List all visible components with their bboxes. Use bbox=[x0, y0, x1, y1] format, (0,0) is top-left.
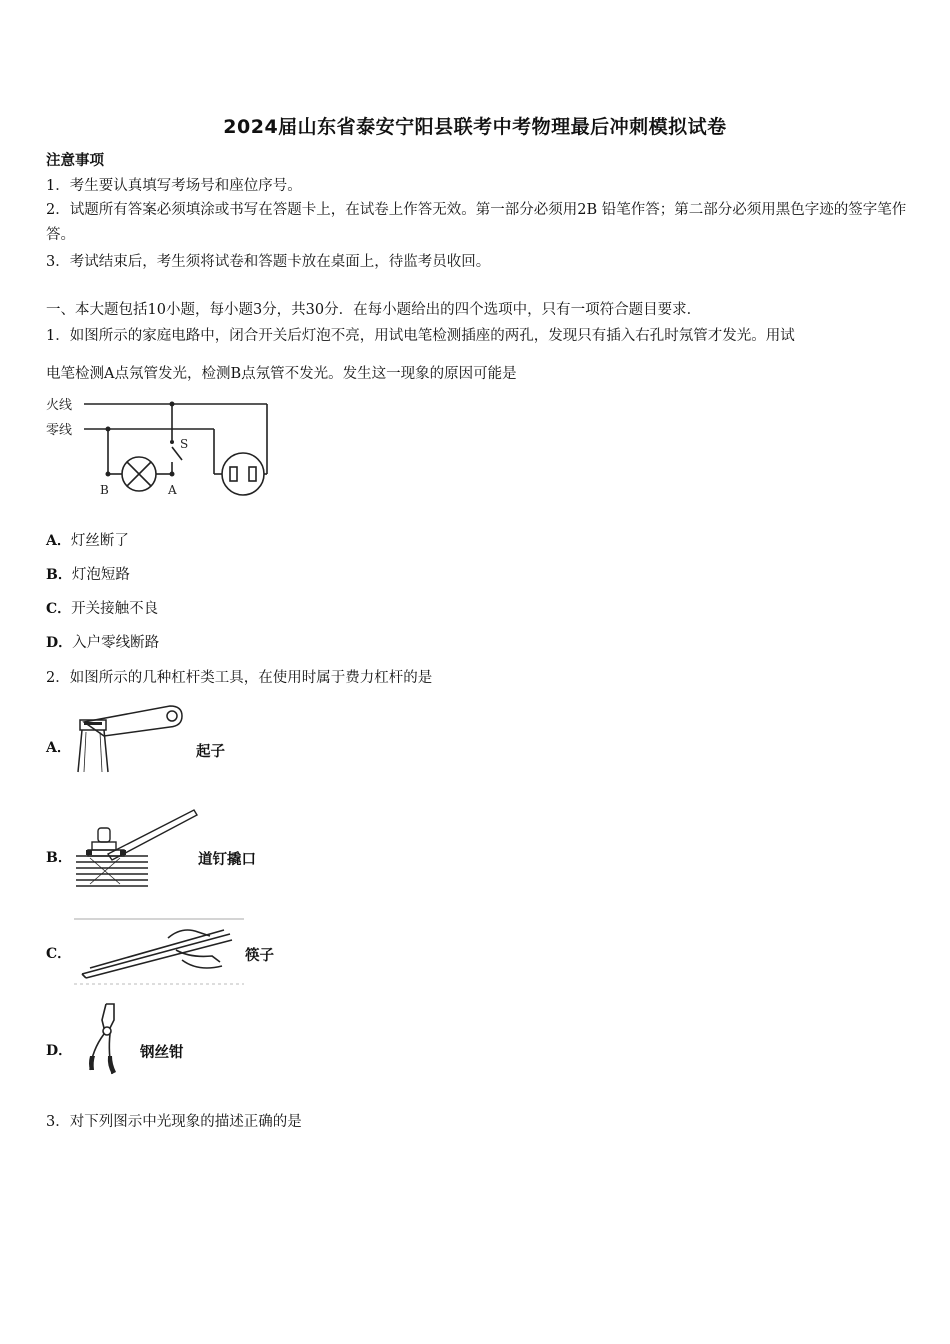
q1-option-a bbox=[46, 531, 129, 551]
q2-option-d-caption: 钢丝钳 bbox=[140, 1044, 184, 1061]
q1-option-a-text: 灯丝断了 bbox=[70, 533, 129, 549]
neutral-wire-label: 零线 bbox=[46, 423, 73, 438]
q1-option-a-letter: A． bbox=[46, 533, 71, 549]
q3-stem: 3．对下列图示中光现象的描述正确的是 bbox=[46, 1114, 302, 1130]
q2-option-c-caption: 筷子 bbox=[245, 947, 274, 964]
q2-option-c-letter: C． bbox=[46, 946, 72, 962]
q1-stem-line1: 1．如图所示的家庭电路中，闭合开关后灯泡不亮，用试电笔检测插座的两孔，发现只有插入右孔时氖管才发光。用试 bbox=[46, 328, 795, 344]
notice-item-1: 1．考生要认真填写考场号和座位序号。 bbox=[46, 178, 302, 194]
q1-option-c bbox=[46, 599, 158, 619]
q2-option-b-letter: B． bbox=[46, 850, 72, 866]
notice-heading: 注意事项 bbox=[46, 152, 104, 169]
lamp-icon bbox=[122, 457, 156, 491]
q1-option-d-text: 入户零线断路 bbox=[72, 635, 160, 651]
point-a-label: A bbox=[168, 483, 177, 497]
q2-option-b-caption: 道钉撬口 bbox=[198, 851, 256, 868]
section-heading: 一、本大题包括10小题，每小题3分，共30分．在每小题给出的四个选项中，只有一项符合题目要求． bbox=[46, 302, 702, 318]
q1-option-b bbox=[46, 565, 130, 585]
point-b-label: B bbox=[100, 483, 109, 497]
q1-stem-line2: 电笔检测A点氖管发光，检测B点氖管不发光。发生这一现象的原因可能是 bbox=[46, 366, 517, 382]
q1-option-b-letter: B． bbox=[46, 567, 72, 583]
q2-option-d-letter: D． bbox=[46, 1043, 73, 1059]
q1-circuit-diagram bbox=[44, 392, 284, 507]
q1-option-c-letter: C． bbox=[46, 601, 72, 617]
pliers-icon bbox=[84, 1000, 124, 1078]
notice-item-3: 3．考试结束后，考生须将试卷和答题卡放在桌面上，待监考员收回。 bbox=[46, 254, 491, 270]
chopsticks-icon bbox=[72, 914, 248, 990]
q1-option-b-text: 灯泡短路 bbox=[71, 567, 130, 583]
q2-stem: 2．如图所示的几种杠杆类工具，在使用时属于费力杠杆的是 bbox=[46, 670, 433, 686]
rail-spike-lever-icon bbox=[70, 806, 205, 896]
q2-option-a-letter: A． bbox=[46, 740, 71, 756]
notice-item-2: 2．试题所有答案必须填涂或书写在答题卡上，在试卷上作答无效。第一部分必须用2B 铅笔作答；第二部分必须用黑色字迹的签字笔作答。 bbox=[46, 202, 907, 243]
switch-label: S bbox=[180, 437, 189, 451]
socket-icon bbox=[222, 453, 264, 495]
q1-option-d bbox=[46, 633, 159, 653]
q1-option-c-text: 开关接触不良 bbox=[71, 601, 159, 617]
page-title: 2024届山东省泰安宁阳县联考中考物理最后冲刺模拟试卷 bbox=[223, 116, 727, 138]
live-wire-label: 火线 bbox=[46, 398, 73, 413]
bottle-opener-icon bbox=[70, 700, 190, 780]
q2-option-a-caption: 起子 bbox=[196, 743, 225, 760]
q1-option-d-letter: D． bbox=[46, 635, 73, 651]
